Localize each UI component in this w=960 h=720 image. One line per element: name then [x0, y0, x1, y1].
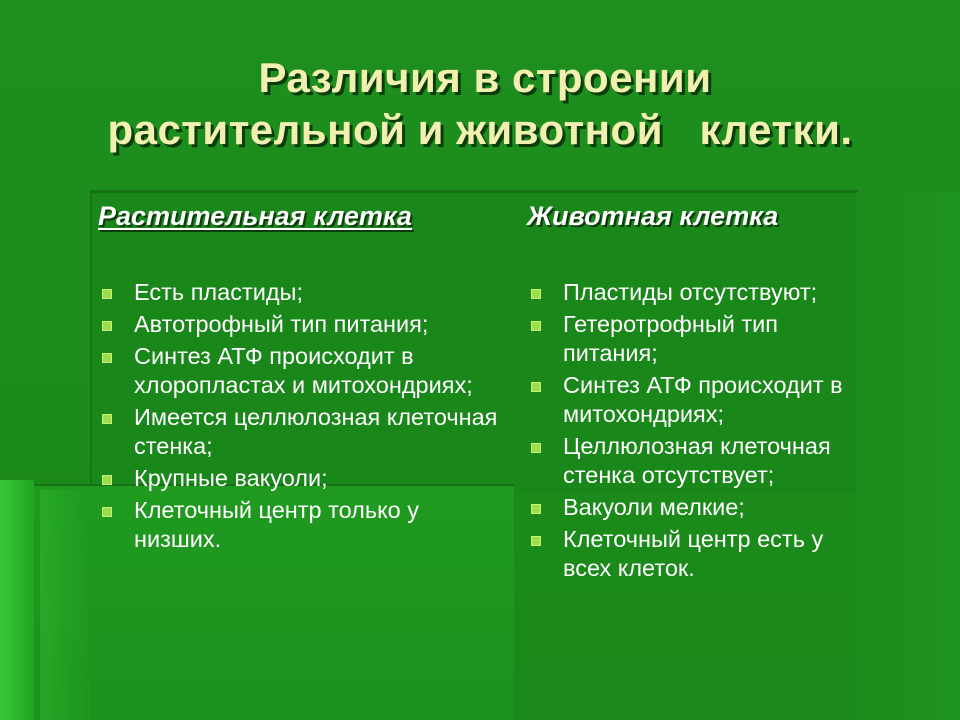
list-item-text: Крупные вакуоли; [134, 465, 328, 491]
list-item [527, 493, 867, 522]
list-item [527, 278, 867, 307]
list-item-text: Гетеротрофный тип питания; [563, 311, 779, 366]
list-item [98, 496, 508, 554]
square-bullet-icon [531, 504, 541, 514]
square-bullet-icon [102, 353, 112, 363]
list-item-text: Вакуоли мелкие; [563, 494, 745, 520]
square-bullet-icon [531, 382, 541, 392]
plant-cell-column [98, 198, 508, 557]
square-bullet-icon [102, 321, 112, 331]
list-item [527, 310, 867, 368]
list-item-text: Синтез АТФ происходит в митохондриях; [563, 372, 843, 427]
list-item-text: Есть пластиды; [134, 279, 303, 305]
list-item [527, 371, 867, 429]
slide-title [0, 52, 960, 156]
square-bullet-icon [102, 289, 112, 299]
square-bullet-icon [102, 475, 112, 485]
list-item [98, 464, 508, 493]
list-item [98, 403, 508, 461]
list-item-text: Пластиды отсутствуют; [563, 279, 818, 305]
list-item [98, 278, 508, 307]
square-bullet-icon [531, 321, 541, 331]
list-item-text: Клеточный центр только у низших. [134, 497, 420, 552]
title-line-1: Различия в строении [258, 54, 712, 101]
plant-cell-heading: Растительная клетка [98, 201, 412, 231]
animal-cell-list [527, 278, 867, 583]
square-bullet-icon [531, 289, 541, 299]
list-item [98, 342, 508, 400]
list-item [527, 432, 867, 490]
list-item-text: Синтез АТФ происходит в хлоропластах и митохондриях; [134, 343, 473, 398]
decorative-band [856, 192, 960, 720]
square-bullet-icon [531, 443, 541, 453]
decorative-glow [0, 480, 34, 720]
list-item [98, 310, 508, 339]
square-bullet-icon [531, 536, 541, 546]
decorative-stripe [40, 490, 90, 720]
plant-cell-list [98, 278, 508, 554]
animal-cell-heading: Животная клетка [527, 201, 779, 231]
title-line-2: растительной и животной клетки. [107, 106, 853, 153]
list-item-text: Имеется целлюлозная клеточная стенка; [134, 404, 498, 459]
square-bullet-icon [102, 507, 112, 517]
square-bullet-icon [102, 414, 112, 424]
animal-cell-column [527, 198, 867, 586]
list-item [527, 525, 867, 583]
list-item-text: Целлюлозная клеточная стенка отсутствует; [563, 433, 831, 488]
list-item-text: Клеточный центр есть у всех клеток. [563, 526, 824, 581]
list-item-text: Автотрофный тип питания; [134, 311, 429, 337]
